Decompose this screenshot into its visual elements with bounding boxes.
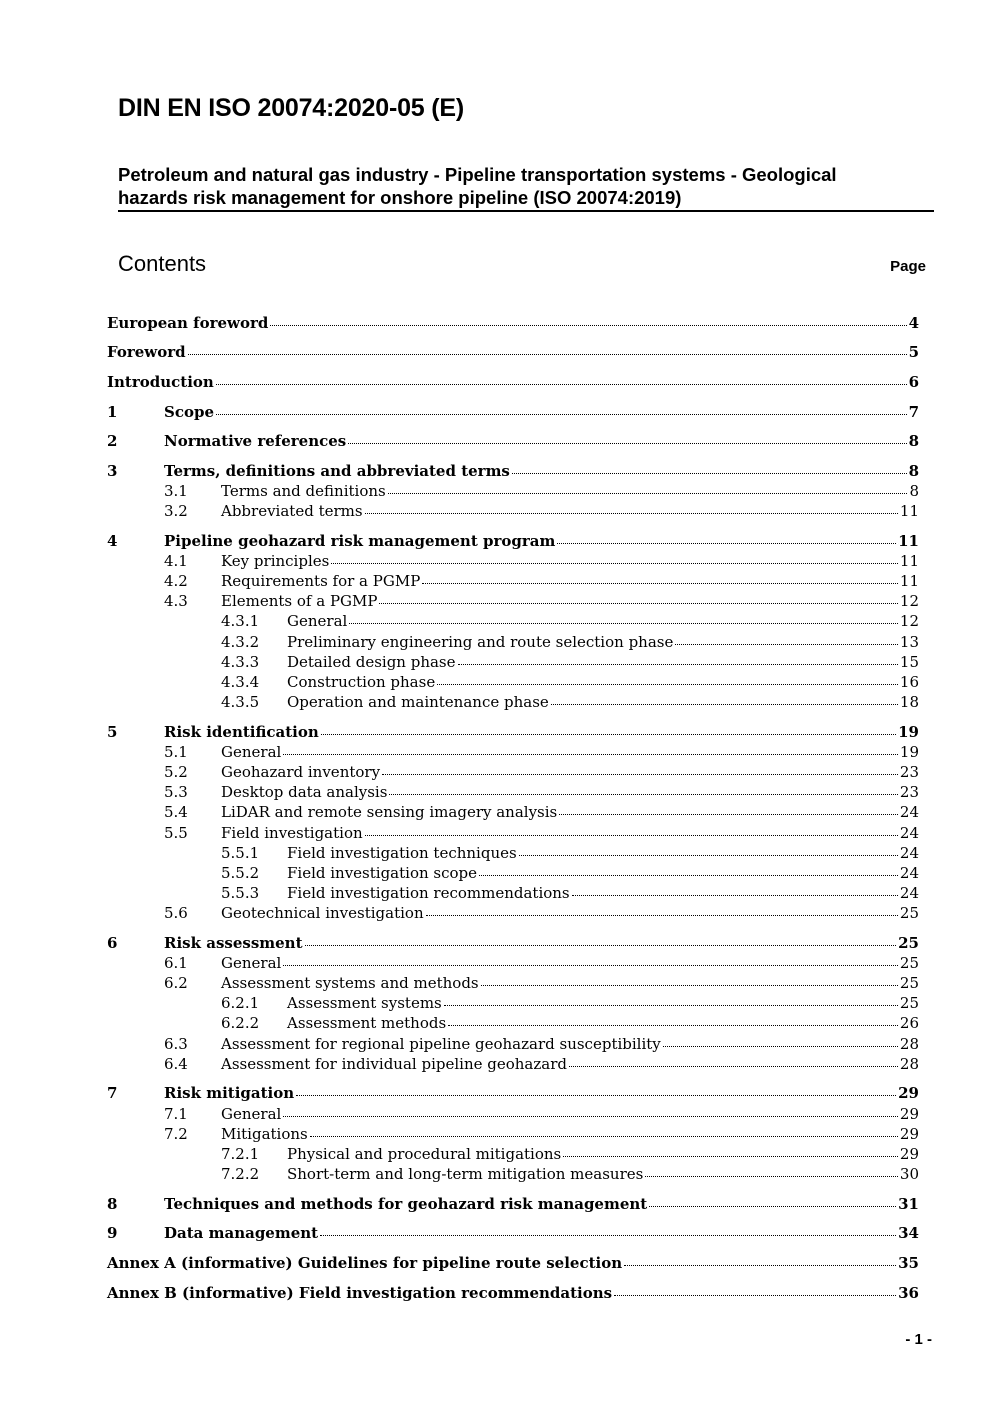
toc-dot-leader: [663, 1045, 898, 1047]
toc-dot-leader: [563, 1155, 898, 1157]
toc-dot-leader: [188, 353, 907, 355]
toc-entry-title: Assessment systems: [287, 994, 442, 1012]
toc-entry-title: Mitigations: [221, 1125, 308, 1143]
footer-page-number: - 1 -: [905, 1331, 932, 1348]
toc-entry-page: 19: [899, 743, 919, 761]
toc-dot-leader: [572, 894, 898, 896]
toc-entry[interactable]: [107, 551, 919, 571]
toc-entry-number: 6.1: [164, 954, 188, 972]
toc-dot-leader: [569, 1065, 898, 1067]
toc-entry-page: 16: [899, 673, 919, 691]
toc-entry[interactable]: [107, 802, 919, 822]
toc-entry[interactable]: [107, 1194, 919, 1214]
toc-entry[interactable]: [107, 611, 919, 631]
toc-dot-leader: [458, 663, 898, 665]
toc-entry-title: Physical and procedural mitigations: [287, 1145, 562, 1163]
toc-entry-title: Operation and maintenance phase: [287, 693, 549, 711]
toc-entry-number: 5: [107, 723, 118, 741]
toc-entry-page: 24: [899, 803, 919, 821]
toc-entry-page: 24: [899, 824, 919, 842]
toc-entry-number: 7.1: [164, 1105, 188, 1123]
toc-entry-title: Assessment for individual pipeline geohazard: [221, 1055, 567, 1073]
toc-entry-number: 6: [107, 934, 118, 952]
toc-entry-number: 4.3.1: [221, 612, 260, 630]
document-subtitle: [118, 164, 934, 212]
toc-entry[interactable]: [107, 993, 919, 1013]
toc-entry[interactable]: [107, 402, 919, 422]
toc-entry-page: 25: [899, 904, 919, 922]
toc-entry[interactable]: [107, 722, 919, 742]
toc-entry-number: 4.3.5: [221, 693, 260, 711]
toc-entry[interactable]: [107, 501, 919, 521]
toc-dot-leader: [557, 542, 896, 544]
toc-entry-number: 5.5: [164, 824, 188, 842]
toc-entry[interactable]: [107, 742, 919, 762]
toc-entry-page: 11: [899, 552, 919, 570]
toc-entry-number: 4.3.2: [221, 633, 260, 651]
toc-dot-leader: [379, 602, 897, 604]
toc-dot-leader: [437, 683, 898, 685]
toc-entry-number: 4.3.4: [221, 673, 260, 691]
toc-dot-leader: [551, 703, 898, 705]
toc-entry[interactable]: [107, 1223, 919, 1243]
toc-entry-number: 4.3: [164, 592, 188, 610]
toc-entry[interactable]: [107, 652, 919, 672]
toc-entry-number: 6.3: [164, 1035, 188, 1053]
toc-entry[interactable]: [107, 973, 919, 993]
toc-entry-title: Field investigation: [221, 824, 363, 842]
toc-dot-leader: [349, 622, 898, 624]
toc-entry-title: LiDAR and remote sensing imagery analysis: [221, 803, 558, 821]
toc-entry[interactable]: [107, 953, 919, 973]
toc-entry[interactable]: [107, 843, 919, 863]
toc-entry-number: 4.3.3: [221, 653, 260, 671]
toc-entry-page: 11: [898, 532, 919, 550]
toc-dot-leader: [559, 813, 898, 815]
toc-entry-title: Assessment systems and methods: [221, 974, 479, 992]
toc-entry[interactable]: [107, 1253, 919, 1273]
toc-entry-page: 30: [899, 1165, 919, 1183]
toc-entry-number: 1: [107, 403, 118, 421]
toc-entry-title: Terms, definitions and abbreviated terms: [164, 462, 510, 480]
toc-entry-page: 4: [908, 314, 919, 332]
toc-entry-page: 8: [908, 432, 919, 450]
toc-entry[interactable]: [107, 762, 919, 782]
toc-entry-page: 23: [899, 783, 919, 801]
toc-entry[interactable]: [107, 632, 919, 652]
toc-entry-page: 6: [908, 373, 919, 391]
toc-entry-page: 24: [899, 884, 919, 902]
toc-entry-page: 28: [899, 1035, 919, 1053]
toc-entry-number: 7.2.2: [221, 1165, 260, 1183]
toc-entry-number: 3.1: [164, 482, 188, 500]
toc-entry-number: 2: [107, 432, 118, 450]
toc-dot-leader: [481, 984, 898, 986]
toc-dot-leader: [422, 582, 898, 584]
toc-entry-page: 36: [898, 1284, 919, 1302]
toc-entry-page: 8: [908, 462, 919, 480]
toc-entry[interactable]: [107, 1124, 919, 1144]
toc-entry[interactable]: [107, 531, 919, 551]
toc-dot-leader: [305, 944, 897, 946]
toc-entry-number: 4.2: [164, 572, 188, 590]
toc-entry-title: Field investigation recommendations: [287, 884, 570, 902]
toc-entry-page: 29: [899, 1125, 919, 1143]
toc-entry-title: Foreword: [107, 343, 186, 361]
toc-entry-title: Preliminary engineering and route selection phase: [287, 633, 674, 651]
toc-entry[interactable]: [107, 782, 919, 802]
page-column-label: Page: [890, 258, 926, 275]
toc-entry[interactable]: [107, 1083, 919, 1103]
toc-entry-number: 6.4: [164, 1055, 188, 1073]
toc-dot-leader: [321, 733, 896, 735]
toc-entry-page: 5: [908, 343, 919, 361]
toc-entry-title: General: [287, 612, 348, 630]
toc-entry[interactable]: [107, 823, 919, 843]
toc-entry[interactable]: [107, 342, 919, 362]
toc-entry-title: Field investigation scope: [287, 864, 478, 882]
toc-dot-leader: [512, 472, 907, 474]
toc-dot-leader: [388, 492, 908, 494]
toc-entry[interactable]: [107, 692, 919, 712]
toc-entry-page: 7: [908, 403, 919, 421]
toc-entry[interactable]: [107, 372, 919, 392]
toc-entry-page: 26: [899, 1014, 919, 1032]
toc-entry-page: 12: [899, 612, 919, 630]
toc-dot-leader: [270, 324, 906, 326]
subtitle-line-1: Petroleum and natural gas industry - Pipeline transportation systems - Geological: [118, 164, 837, 185]
toc-entry-page: 11: [899, 572, 919, 590]
toc-entry-page: 25: [899, 954, 919, 972]
subtitle-line-2: hazards risk management for onshore pipeline (ISO 20074:2019): [118, 186, 682, 208]
toc-entry-title: General: [221, 743, 282, 761]
toc-entry-title: Techniques and methods for geohazard risk management: [164, 1195, 648, 1213]
toc-dot-leader: [348, 442, 906, 444]
toc-entry[interactable]: [107, 1104, 919, 1124]
toc-entry-number: 4.1: [164, 552, 188, 570]
toc-entry-title: General: [221, 1105, 282, 1123]
toc-entry-title: Desktop data analysis: [221, 783, 388, 801]
toc-entry-number: 5.6: [164, 904, 188, 922]
toc-entry[interactable]: [107, 313, 919, 333]
toc-entry-title: Geotechnical investigation: [221, 904, 424, 922]
toc-entry-number: 5.5.2: [221, 864, 260, 882]
toc-entry-number: 5.5.1: [221, 844, 260, 862]
toc-entry-number: 7: [107, 1084, 118, 1102]
toc-dot-leader: [614, 1294, 896, 1296]
toc-entry-page: 18: [899, 693, 919, 711]
toc-entry[interactable]: [107, 1283, 919, 1303]
toc-dot-leader: [645, 1175, 898, 1177]
toc-entry-page: 23: [899, 763, 919, 781]
toc-dot-leader: [382, 773, 898, 775]
toc-entry-page: 31: [898, 1195, 919, 1213]
toc-entry-number: 6.2.1: [221, 994, 260, 1012]
toc-entry-number: 6.2.2: [221, 1014, 260, 1032]
toc-dot-leader: [675, 643, 898, 645]
toc-entry-page: 25: [899, 974, 919, 992]
toc-entry-title: Data management: [164, 1224, 319, 1242]
toc-entry[interactable]: [107, 1034, 919, 1054]
toc-entry-number: 3.2: [164, 502, 188, 520]
toc-dot-leader: [283, 753, 898, 755]
toc-dot-leader: [448, 1024, 898, 1026]
toc-entry-page: 24: [899, 844, 919, 862]
toc-entry-page: 29: [898, 1084, 919, 1102]
toc-entry-title: Key principles: [221, 552, 330, 570]
toc-entry[interactable]: [107, 933, 919, 953]
toc-entry-number: 4: [107, 532, 118, 550]
toc-entry[interactable]: [107, 431, 919, 451]
toc-entry-title: Scope: [164, 403, 215, 421]
toc-entry-page: 35: [898, 1254, 919, 1272]
toc-entry-number: 5.1: [164, 743, 188, 761]
toc-entry-title: General: [221, 954, 282, 972]
toc-dot-leader: [649, 1205, 896, 1207]
toc-entry-page: 29: [899, 1145, 919, 1163]
toc-dot-leader: [389, 793, 897, 795]
toc-entry-title: Elements of a PGMP: [221, 592, 378, 610]
toc-entry-title: Risk assessment: [164, 934, 303, 952]
toc-entry-page: 19: [898, 723, 919, 741]
toc-entry[interactable]: [107, 481, 919, 501]
toc-entry-number: 8: [107, 1195, 118, 1213]
toc-entry[interactable]: [107, 1054, 919, 1074]
toc-entry-title: Assessment methods: [287, 1014, 447, 1032]
toc-entry-title: Introduction: [107, 373, 214, 391]
toc-dot-leader: [365, 512, 898, 514]
toc-entry-number: 7.2: [164, 1125, 188, 1143]
toc-entry-number: 5.4: [164, 803, 188, 821]
toc-entry-title: Risk mitigation: [164, 1084, 295, 1102]
toc-entry-page: 28: [899, 1055, 919, 1073]
toc-entry-title: Short-term and long-term mitigation measures: [287, 1165, 644, 1183]
toc-entry-number: 7.2.1: [221, 1145, 260, 1163]
toc-entry-title: Terms and definitions: [221, 482, 386, 500]
toc-dot-leader: [519, 854, 898, 856]
toc-dot-leader: [444, 1004, 898, 1006]
toc-entry-title: Requirements for a PGMP: [221, 572, 421, 590]
toc-dot-leader: [216, 413, 907, 415]
toc-dot-leader: [216, 383, 907, 385]
toc-entry-page: 13: [899, 633, 919, 651]
toc-entry-title: Annex A (informative) Guidelines for pipeline route selection: [107, 1254, 623, 1272]
toc-entry-number: 6.2: [164, 974, 188, 992]
toc-dot-leader: [283, 964, 898, 966]
toc-entry-title: Construction phase: [287, 673, 436, 691]
toc-entry-title: European foreword: [107, 314, 269, 332]
toc-entry-title: Pipeline geohazard risk management program: [164, 532, 556, 550]
toc-dot-leader: [310, 1135, 898, 1137]
toc-entry-page: 25: [898, 934, 919, 952]
toc-entry-title: Assessment for regional pipeline geohazard susceptibility: [221, 1035, 661, 1053]
toc-dot-leader: [331, 562, 898, 564]
toc-entry-title: Abbreviated terms: [221, 502, 363, 520]
toc-entry[interactable]: [107, 1164, 919, 1184]
toc-entry-title: Annex B (informative) Field investigation recommendations: [107, 1284, 613, 1302]
toc-entry-number: 5.3: [164, 783, 188, 801]
toc-entry-page: 25: [899, 994, 919, 1012]
toc-entry-page: 15: [899, 653, 919, 671]
toc-entry-page: 12: [899, 592, 919, 610]
contents-heading: Contents: [118, 251, 207, 276]
toc-entry-title: Field investigation techniques: [287, 844, 517, 862]
toc-dot-leader: [365, 834, 898, 836]
toc-entry[interactable]: [107, 903, 919, 923]
toc-dot-leader: [624, 1264, 896, 1266]
toc-entry-page: 29: [899, 1105, 919, 1123]
toc-dot-leader: [479, 874, 898, 876]
toc-entry-title: Geohazard inventory: [221, 763, 381, 781]
toc-entry-page: 24: [899, 864, 919, 882]
document-id: DIN EN ISO 20074:2020-05 (E): [118, 94, 464, 122]
toc-entry[interactable]: [107, 1013, 919, 1033]
toc-entry[interactable]: [107, 863, 919, 883]
toc-dot-leader: [320, 1234, 896, 1236]
toc-entry-number: 3: [107, 462, 118, 480]
toc-entry[interactable]: [107, 591, 919, 611]
toc-dot-leader: [426, 914, 898, 916]
toc-entry[interactable]: [107, 461, 919, 481]
toc-entry-number: 5.2: [164, 763, 188, 781]
toc-entry-number: 9: [107, 1224, 118, 1242]
toc-entry-title: Normative references: [164, 432, 347, 450]
toc-entry[interactable]: [107, 1144, 919, 1164]
toc-entry-page: 8: [909, 482, 919, 500]
toc-entry-number: 5.5.3: [221, 884, 260, 902]
toc-entry-page: 34: [898, 1224, 919, 1242]
toc-dot-leader: [283, 1115, 898, 1117]
toc-entry[interactable]: [107, 672, 919, 692]
toc-entry-title: Risk identification: [164, 723, 319, 741]
toc-entry-title: Detailed design phase: [287, 653, 456, 671]
toc-entry[interactable]: [107, 883, 919, 903]
toc-entry[interactable]: [107, 571, 919, 591]
toc-entry-page: 11: [899, 502, 919, 520]
toc-dot-leader: [296, 1094, 896, 1096]
